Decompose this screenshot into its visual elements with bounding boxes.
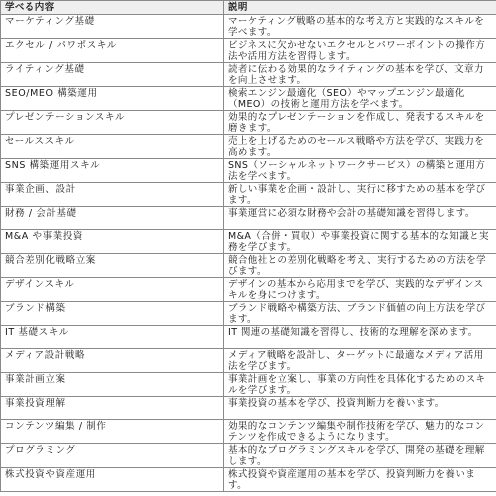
- description-cell: デザインの基本から応用までを学び、実践的なデザインスキルを身につけます。: [224, 278, 496, 302]
- description-cell: メディア戦略を設計し、ターゲットに最適なメディア活用法を学びます。: [224, 349, 496, 373]
- table-row: [1, 39, 496, 63]
- topic-cell: デザインスキル: [1, 278, 224, 302]
- topic-cell: 事業投資理解: [1, 397, 224, 420]
- header-topic: 学べる内容: [1, 1, 224, 15]
- table-row: [1, 468, 496, 492]
- table-row: [1, 444, 496, 468]
- table-row: [1, 135, 496, 159]
- header-row: [1, 1, 496, 15]
- topic-cell: SEO/MEO 構築運用: [1, 87, 224, 111]
- topic-cell: IT 基礎スキル: [1, 326, 224, 349]
- table-row: [1, 373, 496, 397]
- topic-cell: コンテンツ編集 / 制作: [1, 420, 224, 444]
- description-cell: ブランド戦略や構築方法、ブランド価値の向上方法を学びます。: [224, 302, 496, 326]
- description-cell: 事業投資の基本を学び、投資判断力を養います。: [224, 397, 496, 420]
- table-row: [1, 397, 496, 420]
- description-cell: 事業運営に必須な財務や会計の基礎知識を習得します。: [224, 207, 496, 230]
- topic-cell: セールススキル: [1, 135, 224, 159]
- topic-cell: 財務 / 会計基礎: [1, 207, 224, 230]
- description-cell: 株式投資や資産運用の基本を学び、投資判断力を養います。: [224, 468, 496, 492]
- table-row: [1, 15, 496, 39]
- topic-cell: ブランド構築: [1, 302, 224, 326]
- description-cell: 読者に伝わる効果的なライティングの基本を学び、文章力を向上させます。: [224, 63, 496, 87]
- table-row: [1, 326, 496, 349]
- topic-cell: エクセル / パワポスキル: [1, 39, 224, 63]
- table-row: [1, 207, 496, 230]
- topic-cell: マーケティング基礎: [1, 15, 224, 39]
- description-cell: M&A（合併・買収）や事業投資に関する基本的な知識と実務を学びます。: [224, 230, 496, 254]
- description-cell: 基本的なプログラミングスキルを学び、開発の基礎を理解します。: [224, 444, 496, 468]
- topic-cell: メディア設計戦略: [1, 349, 224, 373]
- topic-cell: プログラミング: [1, 444, 224, 468]
- table-row: [1, 302, 496, 326]
- table-row: [1, 278, 496, 302]
- topic-cell: ライティング基礎: [1, 63, 224, 87]
- description-cell: 事業計画を立案し、事業の方向性を具体化するためのスキルを学びます。: [224, 373, 496, 397]
- table-row: [1, 349, 496, 373]
- description-cell: ビジネスに欠かせないエクセルとパワーポイントの操作方法や活用方法を習得します。: [224, 39, 496, 63]
- table-row: [1, 87, 496, 111]
- description-cell: 新しい事業を企画・設計し、実行に移すための基本を学びます。: [224, 183, 496, 207]
- topic-cell: M&A や事業投資: [1, 230, 224, 254]
- description-cell: 検索エンジン最適化（SEO）やマップエンジン最適化（MEO）の技術と運用方法を学べます。: [224, 87, 496, 111]
- table-row: [1, 63, 496, 87]
- table-row: [1, 159, 496, 183]
- description-cell: 競合他社との差別化戦略を考え、実行するための方法を学びます。: [224, 254, 496, 278]
- description-cell: IT 関連の基礎知識を習得し、技術的な理解を深めます。: [224, 326, 496, 349]
- table-row: [1, 420, 496, 444]
- description-cell: 効果的なコンテンツ編集や制作技術を学び、魅力的なコンテンツを作成できるようになります。: [224, 420, 496, 444]
- description-cell: マーケティング戦略の基本的な考え方と実践的なスキルを学べます。: [224, 15, 496, 39]
- topic-cell: 事業企画、設計: [1, 183, 224, 207]
- topic-cell: プレゼンテーションスキル: [1, 111, 224, 135]
- description-cell: 売上を上げるためのセールス戦略や方法を学び、実践力を高めます。: [224, 135, 496, 159]
- description-cell: 効果的なプレゼンテーションを作成し、発表するスキルを磨きます。: [224, 111, 496, 135]
- topic-cell: 株式投資や資産運用: [1, 468, 224, 492]
- header-description: 説明: [224, 1, 496, 15]
- table-row: [1, 183, 496, 207]
- table-row: [1, 230, 496, 254]
- description-cell: SNS（ソーシャルネットワークサービス）の構築と運用方法を学べます。: [224, 159, 496, 183]
- table-row: [1, 111, 496, 135]
- topic-cell: SNS 構築運用スキル: [1, 159, 224, 183]
- topic-cell: 競合差別化戦略立案: [1, 254, 224, 278]
- table-row: [1, 254, 496, 278]
- topic-cell: 事業計画立案: [1, 373, 224, 397]
